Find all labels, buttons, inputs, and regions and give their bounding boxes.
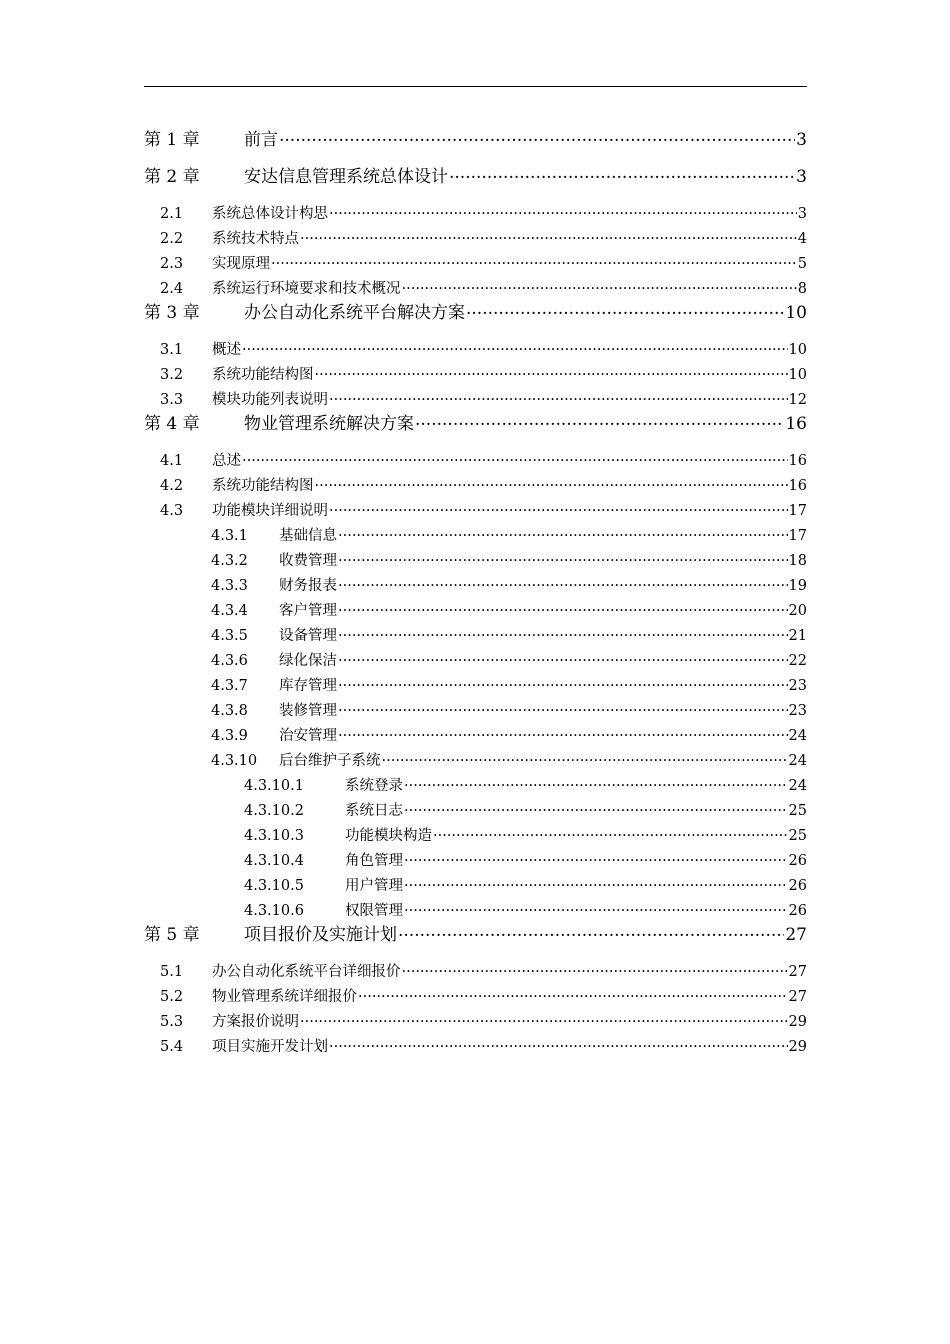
toc-dot-leader (338, 700, 788, 715)
toc-dot-leader (382, 750, 788, 765)
toc-entry-number: 5.4 (160, 1038, 184, 1055)
toc-entry-page: 27 (788, 963, 807, 980)
toc-entry-title: 前言 (244, 130, 278, 150)
toc-entry-page: 20 (788, 602, 807, 619)
toc-entry-title: 系统技术特点 (212, 230, 299, 247)
toc-entry-title: 客户管理 (279, 602, 337, 619)
toc-entry-title: 办公自动化系统平台详细报价 (212, 963, 401, 980)
toc-entry-4-3-1[interactable] (144, 525, 807, 543)
toc-entry-number: 5.2 (160, 988, 184, 1005)
toc-dot-leader (242, 450, 788, 465)
toc-dot-leader (404, 775, 788, 790)
toc-dot-leader (449, 165, 795, 182)
toc-entry-title: 用户管理 (345, 877, 403, 894)
toc-entry-number: 2.2 (160, 230, 184, 247)
toc-dot-leader (329, 1036, 788, 1051)
toc-entry-number: 4.3.10.2 (244, 802, 304, 819)
toc-entry-2-3[interactable] (144, 253, 807, 271)
toc-entry-title: 设备管理 (279, 627, 337, 644)
toc-entry-number: 3.2 (160, 366, 184, 383)
toc-entry-page: 26 (788, 877, 807, 894)
toc-entry-title: 权限管理 (345, 902, 403, 919)
toc-entry-number: 4.3.10.6 (244, 902, 304, 919)
toc-entry-4-3-8[interactable] (144, 700, 807, 718)
toc-entry-title: 功能模块构造 (345, 827, 432, 844)
toc-entry-number: 3.1 (160, 341, 184, 358)
toc-entry-title: 功能模块详细说明 (212, 502, 328, 519)
toc-entry-number: 4.3.4 (211, 602, 248, 619)
toc-dot-leader (338, 575, 788, 590)
toc-entry-number: 5.1 (160, 963, 184, 980)
toc-entry-4-3-10-5[interactable] (144, 875, 807, 893)
toc-dot-leader (242, 339, 788, 354)
toc-entry-number: 2.3 (160, 255, 184, 272)
toc-entry-page: 25 (788, 827, 807, 844)
toc-entry-page: 16 (788, 452, 807, 469)
toc-entry-3-2[interactable] (144, 364, 807, 382)
toc-entry-page: 23 (788, 702, 807, 719)
toc-dot-leader (271, 253, 797, 268)
toc-entry-number: 2.1 (160, 205, 184, 222)
toc-dot-leader (358, 986, 788, 1001)
toc-entry-number: 第 3 章 (144, 303, 200, 323)
toc-entry-number: 4.3.1 (211, 527, 248, 544)
toc-entry-4-3[interactable] (144, 500, 807, 518)
toc-dot-leader (404, 900, 788, 915)
toc-dot-leader (300, 228, 797, 243)
toc-entry-title: 系统日志 (345, 802, 403, 819)
toc-entry-page: 17 (788, 527, 807, 544)
toc-entry-number: 4.3.7 (211, 677, 248, 694)
toc-dot-leader (338, 550, 788, 565)
toc-entry-title: 角色管理 (345, 852, 403, 869)
toc-entry-page: 26 (788, 852, 807, 869)
header-rule (144, 86, 807, 87)
toc-entry-number: 4.3.9 (211, 727, 248, 744)
toc-entry-page: 10 (788, 341, 807, 358)
toc-entry-title: 后台维护子系统 (279, 752, 381, 769)
toc-dot-leader (338, 625, 788, 640)
toc-entry-page: 12 (788, 391, 807, 408)
toc-entry-number: 4.3.5 (211, 627, 248, 644)
toc-entry-title: 绿化保洁 (279, 652, 337, 669)
toc-entry-4-3-10-4[interactable] (144, 850, 807, 868)
toc-entry-第3章[interactable] (144, 301, 807, 322)
toc-entry-title: 物业管理系统详细报价 (212, 988, 357, 1005)
toc-entry-number: 4.3.6 (211, 652, 248, 669)
toc-entry-第5章[interactable] (144, 923, 807, 944)
toc-entry-page: 18 (788, 552, 807, 569)
toc-entry-number: 4.1 (160, 452, 184, 469)
toc-entry-number: 4.3 (160, 502, 184, 519)
toc-entry-title: 系统功能结构图 (212, 366, 314, 383)
toc-dot-leader (338, 600, 788, 615)
toc-dot-leader (466, 301, 784, 318)
toc-entry-page: 27 (788, 988, 807, 1005)
toc-entry-number: 第 1 章 (144, 130, 200, 150)
toc-entry-4-3-10-2[interactable] (144, 800, 807, 818)
toc-entry-page: 29 (788, 1013, 807, 1030)
toc-dot-leader (402, 961, 788, 976)
toc-entry-4-3-7[interactable] (144, 675, 807, 693)
toc-entry-number: 第 5 章 (144, 925, 200, 945)
toc-dot-leader (433, 825, 788, 840)
toc-entry-title: 装修管理 (279, 702, 337, 719)
toc-dot-leader (398, 923, 784, 940)
toc-entry-page: 4 (797, 230, 807, 247)
toc-entry-number: 4.3.10.4 (244, 852, 304, 869)
toc-entry-4-3-2[interactable] (144, 550, 807, 568)
toc-entry-page: 19 (788, 577, 807, 594)
toc-entry-page: 26 (788, 902, 807, 919)
toc-dot-leader (404, 800, 788, 815)
toc-entry-number: 3.3 (160, 391, 184, 408)
toc-entry-page: 27 (785, 925, 807, 945)
toc-entry-page: 24 (788, 727, 807, 744)
toc-entry-title: 治安管理 (279, 727, 337, 744)
toc-entry-page: 21 (788, 627, 807, 644)
toc-dot-leader (338, 675, 788, 690)
toc-entry-4-2[interactable] (144, 475, 807, 493)
toc-entry-number: 4.2 (160, 477, 184, 494)
toc-entry-number: 第 2 章 (144, 167, 200, 187)
toc-entry-title: 系统总体设计构思 (212, 205, 328, 222)
toc-entry-4-1[interactable] (144, 450, 807, 468)
toc-dot-leader (338, 725, 788, 740)
toc-entry-4-3-10-3[interactable] (144, 825, 807, 843)
toc-dot-leader (279, 128, 795, 145)
toc-entry-title: 项目报价及实施计划 (244, 925, 397, 945)
toc-entry-第1章[interactable] (144, 128, 807, 149)
toc-entry-4-3-4[interactable] (144, 600, 807, 618)
toc-entry-number: 4.3.10.1 (244, 777, 304, 794)
toc-entry-title: 办公自动化系统平台解决方案 (244, 303, 465, 323)
toc-dot-leader (338, 650, 788, 665)
toc-dot-leader (329, 389, 788, 404)
toc-entry-4-3-6[interactable] (144, 650, 807, 668)
toc-entry-page: 5 (797, 255, 807, 272)
toc-entry-number: 4.3.10.5 (244, 877, 304, 894)
toc-entry-number: 4.3.10 (211, 752, 258, 769)
toc-dot-leader (329, 500, 788, 515)
toc-entry-page: 3 (796, 130, 807, 150)
toc-entry-3-3[interactable] (144, 389, 807, 407)
toc-entry-number: 第 4 章 (144, 414, 200, 434)
toc-entry-title: 总述 (212, 452, 241, 469)
toc-dot-leader (315, 475, 788, 490)
toc-entry-title: 实现原理 (212, 255, 270, 272)
toc-dot-leader (329, 203, 797, 218)
toc-dot-leader (300, 1011, 788, 1026)
toc-dot-leader (415, 412, 784, 429)
toc-entry-4-3-3[interactable] (144, 575, 807, 593)
toc-entry-number: 4.3.2 (211, 552, 248, 569)
toc-entry-title: 系统功能结构图 (212, 477, 314, 494)
toc-dot-leader (402, 278, 797, 293)
toc-entry-page: 23 (788, 677, 807, 694)
toc-entry-title: 概述 (212, 341, 241, 358)
toc-entry-page: 8 (797, 280, 807, 297)
toc-entry-page: 24 (788, 777, 807, 794)
toc-entry-page: 25 (788, 802, 807, 819)
toc-entry-page: 17 (788, 502, 807, 519)
toc-entry-number: 4.3.3 (211, 577, 248, 594)
toc-entry-title: 财务报表 (279, 577, 337, 594)
toc-entry-page: 24 (788, 752, 807, 769)
toc-entry-title: 系统运行环境要求和技术概况 (212, 280, 401, 297)
toc-entry-number: 2.4 (160, 280, 184, 297)
toc-entry-title: 项目实施开发计划 (212, 1038, 328, 1055)
toc-entry-number: 4.3.8 (211, 702, 248, 719)
toc-entry-4-3-5[interactable] (144, 625, 807, 643)
toc-entry-title: 基础信息 (279, 527, 337, 544)
toc-entry-number: 5.3 (160, 1013, 184, 1030)
toc-entry-5-4[interactable] (144, 1036, 807, 1054)
toc-entry-4-3-10[interactable] (144, 750, 807, 768)
toc-entry-page: 16 (785, 414, 807, 434)
toc-entry-title: 方案报价说明 (212, 1013, 299, 1030)
toc-entry-title: 安达信息管理系统总体设计 (244, 167, 448, 187)
toc-entry-2-4[interactable] (144, 278, 807, 296)
toc-dot-leader (338, 525, 788, 540)
toc-entry-title: 系统登录 (345, 777, 403, 794)
toc-dot-leader (404, 875, 788, 890)
toc-entry-page: 16 (788, 477, 807, 494)
toc-dot-leader (404, 850, 788, 865)
toc-entry-title: 物业管理系统解决方案 (244, 414, 414, 434)
toc-entry-page: 3 (797, 205, 807, 222)
toc-entry-4-3-10-6[interactable] (144, 900, 807, 918)
toc-entry-2-1[interactable] (144, 203, 807, 221)
toc-entry-title: 收费管理 (279, 552, 337, 569)
toc-entry-5-3[interactable] (144, 1011, 807, 1029)
toc-entry-number: 4.3.10.3 (244, 827, 304, 844)
toc-entry-page: 10 (788, 366, 807, 383)
toc-entry-5-1[interactable] (144, 961, 807, 979)
toc-entry-page: 3 (796, 167, 807, 187)
toc-entry-4-3-10-1[interactable] (144, 775, 807, 793)
toc-entry-第2章[interactable] (144, 165, 807, 186)
toc-entry-5-2[interactable] (144, 986, 807, 1004)
toc-entry-4-3-9[interactable] (144, 725, 807, 743)
toc-entry-2-2[interactable] (144, 228, 807, 246)
toc-entry-page: 29 (788, 1038, 807, 1055)
toc-entry-title: 模块功能列表说明 (212, 391, 328, 408)
toc-entry-3-1[interactable] (144, 339, 807, 357)
toc-entry-page: 10 (785, 303, 807, 323)
toc-entry-title: 库存管理 (279, 677, 337, 694)
toc-entry-第4章[interactable] (144, 412, 807, 433)
toc-entry-page: 22 (788, 652, 807, 669)
toc-dot-leader (315, 364, 788, 379)
